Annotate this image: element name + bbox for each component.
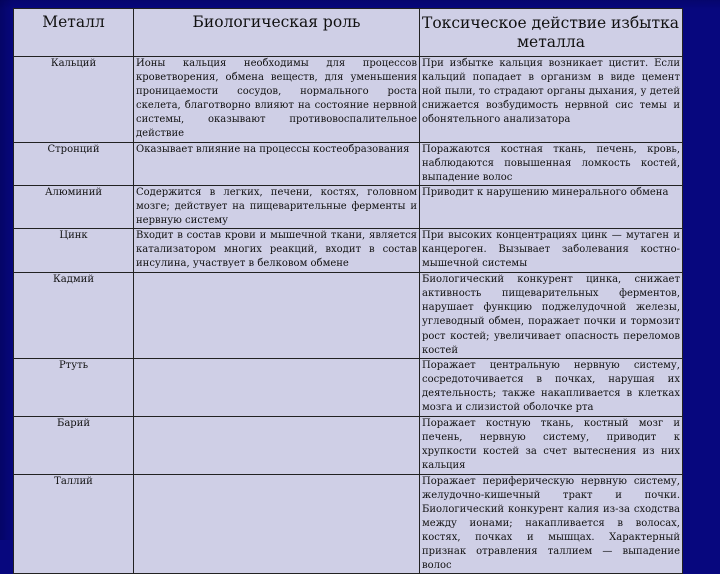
header-bio-role: Биологическая роль	[134, 9, 420, 57]
metal-name: Ртуть	[14, 359, 134, 417]
bio-role-cell	[134, 417, 420, 474]
table-row	[14, 229, 683, 273]
metal-name: Стронций	[14, 142, 134, 185]
toxic-effect-cell: Поражает костную ткань, костный мозг и печень, нервную систему, приводит к хрупкости костей за счет вытеснения из них кальция	[420, 417, 683, 474]
toxic-effect-cell: При высоких концентрациях цинк — мутаген и канцероген. Вызывает заболевания костно-мышечной системы	[420, 229, 683, 273]
toxic-effect-cell: Поражает центральную нервную систему, сосредоточивается в почках, нарушая их деятельность; также накапливается в клетках мозга и слизистой оболочке рта	[420, 359, 683, 417]
header-toxic-effect	[420, 9, 683, 57]
table-row	[14, 474, 683, 574]
toxic-effect-cell: Поражаются костная ткань, печень, кровь, наблюдаются повышенная ломкость костей, выпадение волос	[420, 142, 683, 185]
table-row	[14, 417, 683, 474]
bio-role-cell	[134, 273, 420, 359]
metal-name: Кадмий	[14, 273, 134, 359]
metals-table	[13, 8, 683, 574]
metal-name: Барий	[14, 417, 134, 474]
table-row	[14, 359, 683, 417]
table-row	[14, 57, 683, 143]
metal-name: Цинк	[14, 229, 134, 273]
table-row	[14, 142, 683, 185]
header-toxic-line2: металла	[517, 33, 585, 51]
bio-role-cell	[134, 474, 420, 574]
table-row	[14, 185, 683, 228]
bio-role-cell: Входит в состав крови и мышечной ткани, является катализатором многих реакций, входит в состав инсулина, участвует в белковом обмене	[134, 229, 420, 273]
bio-role-cell: Оказывает влияние на процессы костеобразования	[134, 142, 420, 185]
header-metal: Металл	[14, 9, 134, 57]
table-row	[14, 273, 683, 359]
toxic-effect-cell: Биологический конкурент цинка, снижает активность пищеварительных ферментов, нарушает функцию поджелудочной железы, углеводный обмен, поражает почки и тормозит рост костей; увеличивает опасность переломов костей	[420, 273, 683, 359]
metal-name: Алюминий	[14, 185, 134, 228]
bio-role-cell: Ионы кальция необходимы для процессов кроветворения, обмена веществ, для уменьшения проницаемости сосудов, нормального роста скелета, благотворно влияют на состояние нервной системы, оказывают противовоспалительное действие	[134, 57, 420, 143]
bio-role-cell: Содержится в легких, печени, костях, головном мозге; действует на пищеварительные ферменты и нервную систему	[134, 185, 420, 228]
toxic-effect-cell: Поражает периферическую нервную систему, желудочно-кишечный тракт и почки. Биологический конкурент калия из-за сходства между ионами; накапливается в волосах, костях, почках и мышцах. Характерный признак отравления таллием — выпадение волос	[420, 474, 683, 574]
toxic-effect-cell: Приводит к нарушению минерального обмена	[420, 185, 683, 228]
metal-name: Кальций	[14, 57, 134, 143]
toxic-effect-cell: При избытке кальция возникает цистит. Если кальций попадает в организм в виде цемент ной пыли, то страдают органы дыхания, у детей снижается возбудимость нервной сис темы и обонятельного анализатора	[420, 57, 683, 143]
table-header-row	[14, 9, 683, 57]
bio-role-cell	[134, 359, 420, 417]
header-toxic-line1: Токсическое действие избытка	[422, 14, 680, 32]
metal-name: Таллий	[14, 474, 134, 574]
